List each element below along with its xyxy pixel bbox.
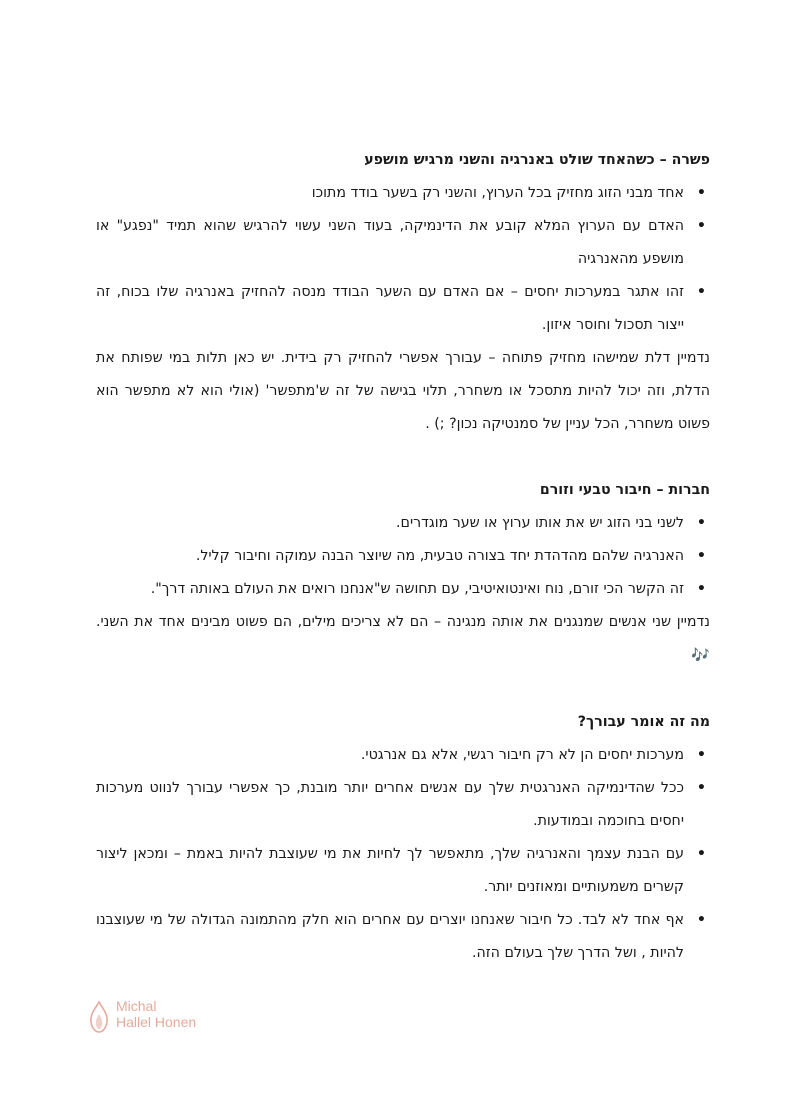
paragraph: נדמיין דלת שמישהו מחזיק פתוחה – עבורך אפשרי להחזיק רק בידית. יש כאן תלות במי שפותח את הדלת, וזה יכול להיות מתסכל או משחרר, תלוי בגישה של זה ש'מתפשר' (אולי הוא לא מתפשר הוא פשוט משחרר, הכל עניין של סמנטיקה נכון? ;) . bbox=[96, 350, 710, 432]
section-heading: מה זה אומר עבורך? bbox=[577, 714, 710, 730]
paragraph-text: נדמיין שני אנשים שמנגנים את אותה מנגינה – הם לא צריכים מילים, הם פשוט מבינים אחד את השני. bbox=[96, 614, 710, 630]
bullet-list bbox=[96, 507, 710, 606]
section-heading: חברות – חיבור טבעי וזורם bbox=[539, 482, 710, 498]
bullet-list bbox=[96, 177, 710, 342]
brand-name bbox=[116, 998, 196, 1030]
list-item: • אחד מבני הזוג מחזיק בכל הערוץ, והשני רק בשער בודד מתוכו bbox=[96, 177, 684, 210]
list-item: • עם הבנת עצמך והאנרגיה שלך, מתאפשר לך לחיות את מי שעוצבת להיות באמת – ומכאן ליצור קשרים משמעותיים ומאוזנים יותר. bbox=[96, 838, 684, 904]
list-item: • אף אחד לא לבד. כל חיבור שאנחנו יוצרים עם אחרים הוא חלק מהתמונה הגדולה של מי שעוצבנו להיות , ושל הדרך שלך בעולם הזה. bbox=[96, 904, 684, 970]
document-body bbox=[96, 144, 710, 970]
section-heading: פשרה – כשהאחד שולט באנרגיה והשני מרגיש מושפע bbox=[364, 152, 710, 168]
flame-icon bbox=[88, 1000, 110, 1034]
list-item: • האנרגיה שלהם מהדהדת יחד בצורה טבעית, מה שיוצר הבנה עמוקה וחיבור קליל. bbox=[96, 540, 684, 573]
music-notes-icon: 🎶 bbox=[691, 646, 710, 664]
list-item: • האדם עם הערוץ המלא קובע את הדינמיקה, בעוד השני עשוי להרגיש שהוא תמיד "נפגע" או מושפע מהאנרגיה bbox=[96, 210, 684, 276]
list-item: • מערכות יחסים הן לא רק חיבור רגשי, אלא גם אנרגטי. bbox=[96, 739, 684, 772]
list-item: • זה הקשר הכי זורם, נוח ואינטואיטיבי, עם תחושה ש"אנחנו רואים את העולם באותה דרך". bbox=[96, 573, 684, 606]
paragraph bbox=[96, 606, 710, 673]
list-item: • ככל שהדינמיקה האנרגטית שלך עם אנשים אחרים יותר מובנת, כך אפשרי עבורך לנווט מערכות יחסים בחוכמה ובמודעות. bbox=[96, 772, 684, 838]
brand-logo bbox=[88, 998, 228, 1038]
section-compromise bbox=[96, 144, 710, 441]
brand-name-line2: Hallel Honen bbox=[116, 1014, 197, 1030]
section-meaning bbox=[96, 706, 710, 970]
brand-name-line1: Michal bbox=[116, 998, 157, 1014]
list-item: • זהו אתגר במערכות יחסים – אם האדם עם השער הבודד מנסה להחזיק באנרגיה שלו בכוח, זה ייצור תסכול וחוסר איזון. bbox=[96, 276, 684, 342]
bullet-list bbox=[96, 739, 710, 970]
section-friendship bbox=[96, 474, 710, 673]
list-item: • לשני בני הזוג יש את אותו ערוץ או שער מוגדרים. bbox=[96, 507, 684, 540]
